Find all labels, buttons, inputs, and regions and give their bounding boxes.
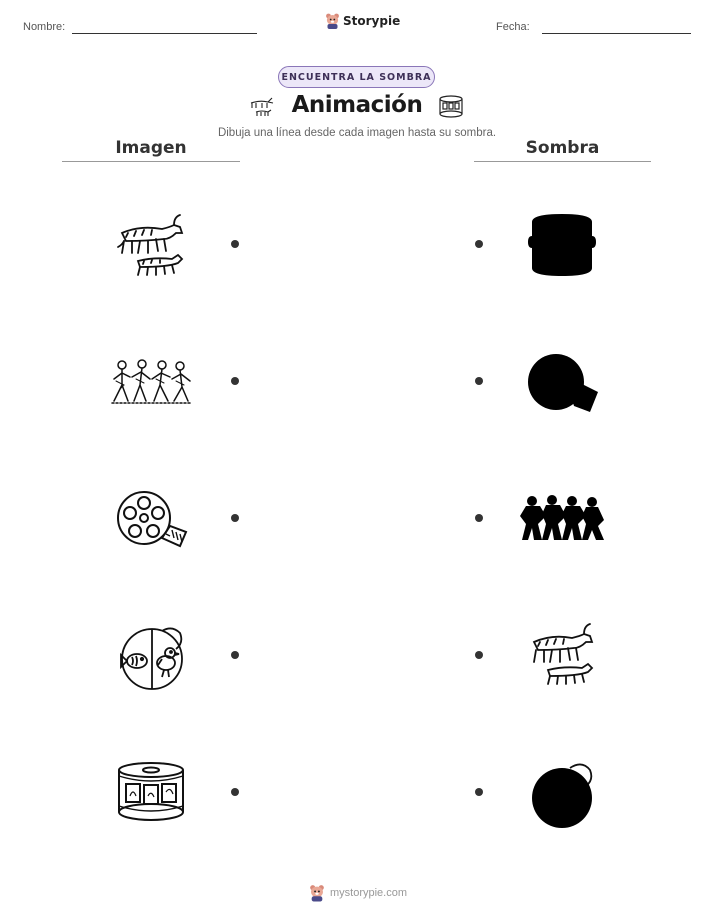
- footer-site-link[interactable]: mystorypie.com: [330, 887, 408, 899]
- thaumatrope-shadow-icon: [528, 756, 598, 830]
- column-divider-left: [62, 161, 240, 162]
- name-field[interactable]: [72, 33, 257, 34]
- film-reel-shadow-icon: [526, 350, 600, 414]
- match-dot-right-2[interactable]: [475, 377, 483, 385]
- film-reel-icon: [114, 488, 188, 550]
- thaumatrope-icon: [116, 621, 188, 693]
- match-dot-left-5[interactable]: [231, 788, 239, 796]
- worksheet-tag: ENCUENTRA LA SOMBRA: [278, 66, 435, 88]
- bear-mascot-icon: [325, 13, 340, 29]
- zoetrope-shadow-icon: [526, 212, 598, 278]
- footer: [309, 884, 407, 902]
- bear-mascot-footer-icon: [309, 884, 325, 902]
- cave-people-icon: [110, 357, 192, 409]
- instructions: Dibuja una línea desde cada imagen hasta su sombra.: [217, 127, 497, 139]
- match-dot-right-4[interactable]: [475, 651, 483, 659]
- match-dot-left-4[interactable]: [231, 651, 239, 659]
- date-field[interactable]: [542, 33, 691, 34]
- zoetrope-icon: [116, 760, 186, 824]
- date-label: Fecha:: [496, 21, 530, 33]
- cave-people-shadow-icon: [520, 494, 606, 544]
- brand-logo: [325, 13, 400, 29]
- match-dot-right-3[interactable]: [475, 514, 483, 522]
- match-dot-right-1[interactable]: [475, 240, 483, 248]
- match-dot-left-1[interactable]: [231, 240, 239, 248]
- zoetrope-small-icon: [437, 94, 465, 120]
- page-title: Animación: [291, 92, 423, 118]
- cave-animals-small-icon: [248, 93, 276, 119]
- match-dot-right-5[interactable]: [475, 788, 483, 796]
- cave-animals-icon: [110, 211, 190, 281]
- column-divider-right: [474, 161, 651, 162]
- column-header-shadow: Sombra: [525, 138, 600, 158]
- name-label: Nombre:: [23, 21, 66, 33]
- cave-animals-shadow-icon: [528, 622, 598, 688]
- match-dot-left-3[interactable]: [231, 514, 239, 522]
- match-dot-left-2[interactable]: [231, 377, 239, 385]
- column-header-image: Imagen: [115, 138, 187, 158]
- brand-name: Storypie: [343, 14, 401, 28]
